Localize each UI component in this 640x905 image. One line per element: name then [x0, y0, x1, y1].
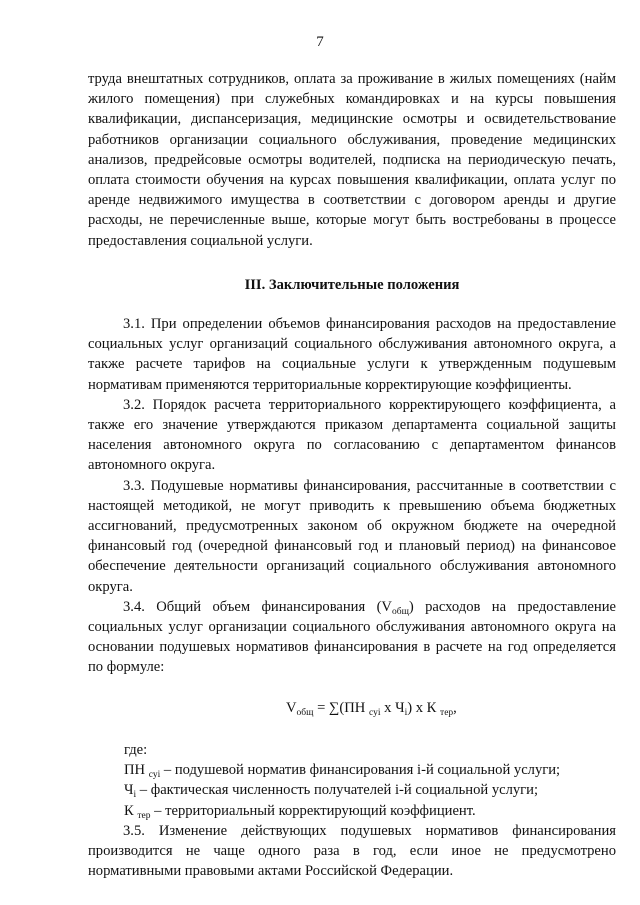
section-heading: III. Заключительные положения [244, 276, 460, 293]
definition-text: – подушевой норматив финансирования i-й социальной услуги; [160, 762, 561, 779]
clause-3-3: 3.3. Подушевые нормативы финансирования, рассчитанные в соответствии с настоящей методикой, не могут приводить к превышению объема бюджетных ассигнований, предусмотренных законом об окружном бюджете на очередной финансовый год (очередной финансовый год и плановый период) на финансовое обеспечение деятельности организаций социального обслуживания автономного округа. [88, 477, 616, 595]
formula-end: , [453, 699, 457, 716]
formula-k: ) x К [407, 699, 441, 716]
clause-3-2: 3.2. Порядок расчета территориального корректирующего коэффициента, а также его значение утверждаются приказом департамента социальной защиты населения автономного округа по согласованию с департаментом финансов автономного округа. [88, 396, 616, 474]
definition-item [124, 780, 616, 800]
definition-item [124, 801, 616, 821]
definition-text: – фактическая численность получателей i-й социальной услуги; [136, 782, 539, 799]
definition-symbol: Ч [124, 782, 134, 799]
formula-ch: x Ч [380, 699, 405, 716]
page-number: 7 [316, 34, 324, 50]
definition-item [124, 760, 616, 780]
formula [88, 698, 616, 718]
definition-sub: тер [137, 810, 151, 821]
formula-pn-sub: суi [368, 707, 381, 718]
clause-3-4 [88, 597, 616, 678]
document-body [88, 69, 616, 881]
definition-symbol: ПН [124, 762, 149, 779]
definition-symbol: К [124, 802, 138, 819]
formula-sum: = ∑(ПН [313, 699, 369, 716]
where-label: где: [124, 741, 148, 758]
clause-3-4-subscript: общ [391, 606, 409, 617]
formula-ch-sub: i [404, 707, 408, 718]
clause-3-1: 3.1. При определении объемов финансирования расходов на предоставление социальных услуг организаций социального обслуживания автономного округа, а также расчете тарифов на социальные услуги к утвержденным подушевым нормативам применяются территориальные корректирующие коэффициенты. [88, 316, 616, 393]
definition-sub: i [133, 790, 137, 801]
clause-3-5: 3.5. Изменение действующих подушевых нормативов финансирования производится не чаще одного раза в год, если иное не предусмотрено нормативными правовыми актами Российской Федерации. [88, 822, 616, 880]
formula-v-sub: общ [296, 707, 314, 718]
clause-3-4-text-end: ) расходов на предоставление социальных услуг организации социального обслуживания автономного округа на основании подушевых нормативов финансирования в расчете на год определяется по формуле: [88, 598, 616, 676]
definition-text: – территориальный корректирующий коэффициент. [150, 802, 476, 819]
definitions-list [88, 740, 616, 821]
definition-sub: суi [148, 770, 161, 781]
formula-k-sub: тер [440, 707, 454, 718]
clause-3-4-text-start: 3.4. Общий объем финансирования (V [123, 598, 392, 615]
intro-paragraph: труда внештатных сотрудников, оплата за проживание в жилых помещениях (найм жилого помещения) при служебных командировках и на курсы повышения квалификации, диспансеризация, медицинские осмотры и освидетельствование работников организации социального обслуживания, проведение медицинских анализов, предрейсовые осмотры водителей, подписка на периодическую печать, оплата стоимости обучения на курсах повышения квалификации, оплата услуг по аренде недвижимого имущества в соответствии с договором аренды и другие расходы, не перечисленные выше, которые могут быть востребованы в процессе предоставления социальной услуги. [88, 71, 616, 249]
formula-v: V [286, 699, 297, 716]
